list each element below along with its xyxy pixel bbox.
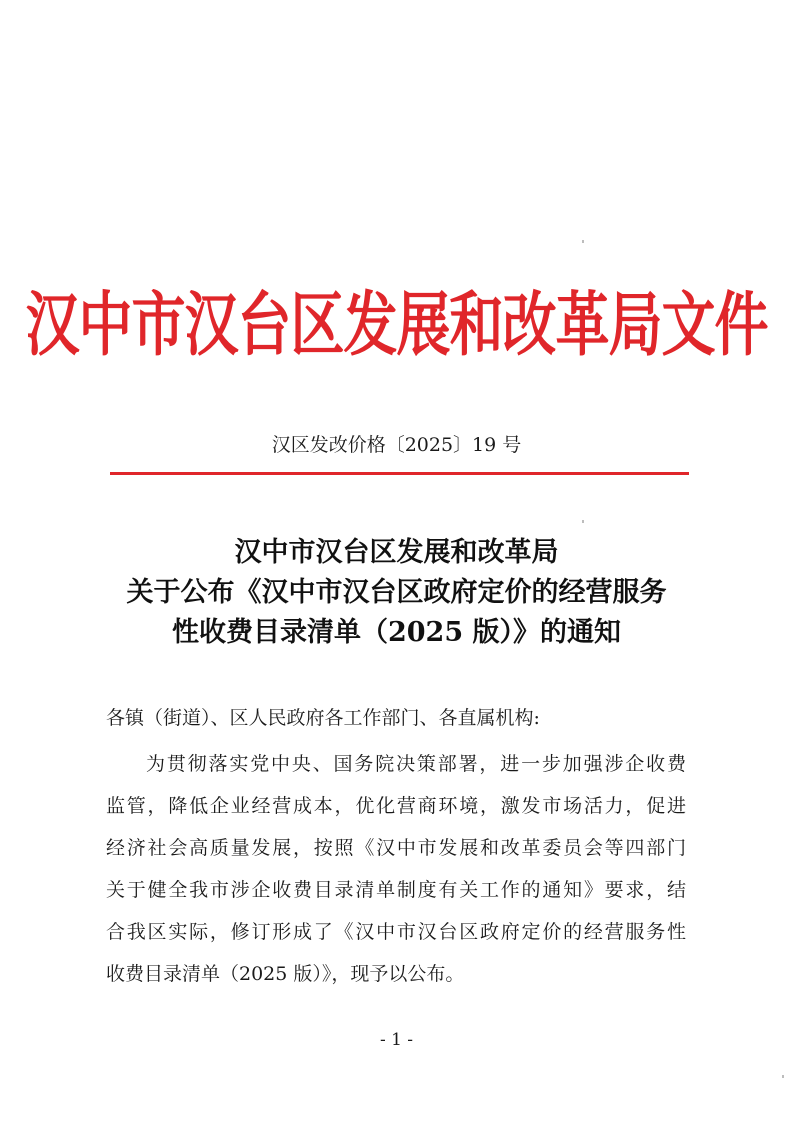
salutation: 各镇（街道）、区人民政府各工作部门、各直属机构: (106, 707, 540, 729)
title-line-2: 关于公布《汉中市汉台区政府定价的经营服务 (126, 577, 667, 608)
body-line-6: 收费目录清单（2025 版）》，现予以公布。 (106, 963, 465, 985)
document-number: 汉区发改价格〔2025〕19 号 (271, 434, 522, 456)
body-line-5: 合我区实际，修订形成了《汉中市汉台区政府定价的经营服务性 (106, 921, 686, 943)
title-line-3: 性收费目录清单（2025 版）》的通知 (171, 617, 622, 648)
body-line-2: 监管，降低企业经营成本，优化营商环境，激发市场活力，促进 (106, 795, 686, 817)
body-paragraph (106, 743, 686, 995)
notice-title (0, 533, 793, 653)
body-line-1: 为贯彻落实党中央、国务院决策部署，进一步加强涉企收费 (146, 753, 686, 775)
title-line-1: 汉中市汉台区发展和改革局 (234, 537, 559, 568)
scan-speck (782, 1075, 784, 1078)
body-line-4: 关于健全我市涉企收费目录清单制度有关工作的通知》要求，结 (106, 879, 686, 901)
red-divider-line (110, 472, 689, 475)
body-line-3: 经济社会高质量发展，按照《汉中市发展和改革委员会等四部门 (106, 837, 686, 859)
issuer-banner: 汉中市汉台区发展和改革局文件 (25, 284, 768, 366)
scan-speck (582, 240, 584, 243)
scan-speck (582, 520, 584, 523)
page-number: - 1 - (379, 1030, 414, 1050)
